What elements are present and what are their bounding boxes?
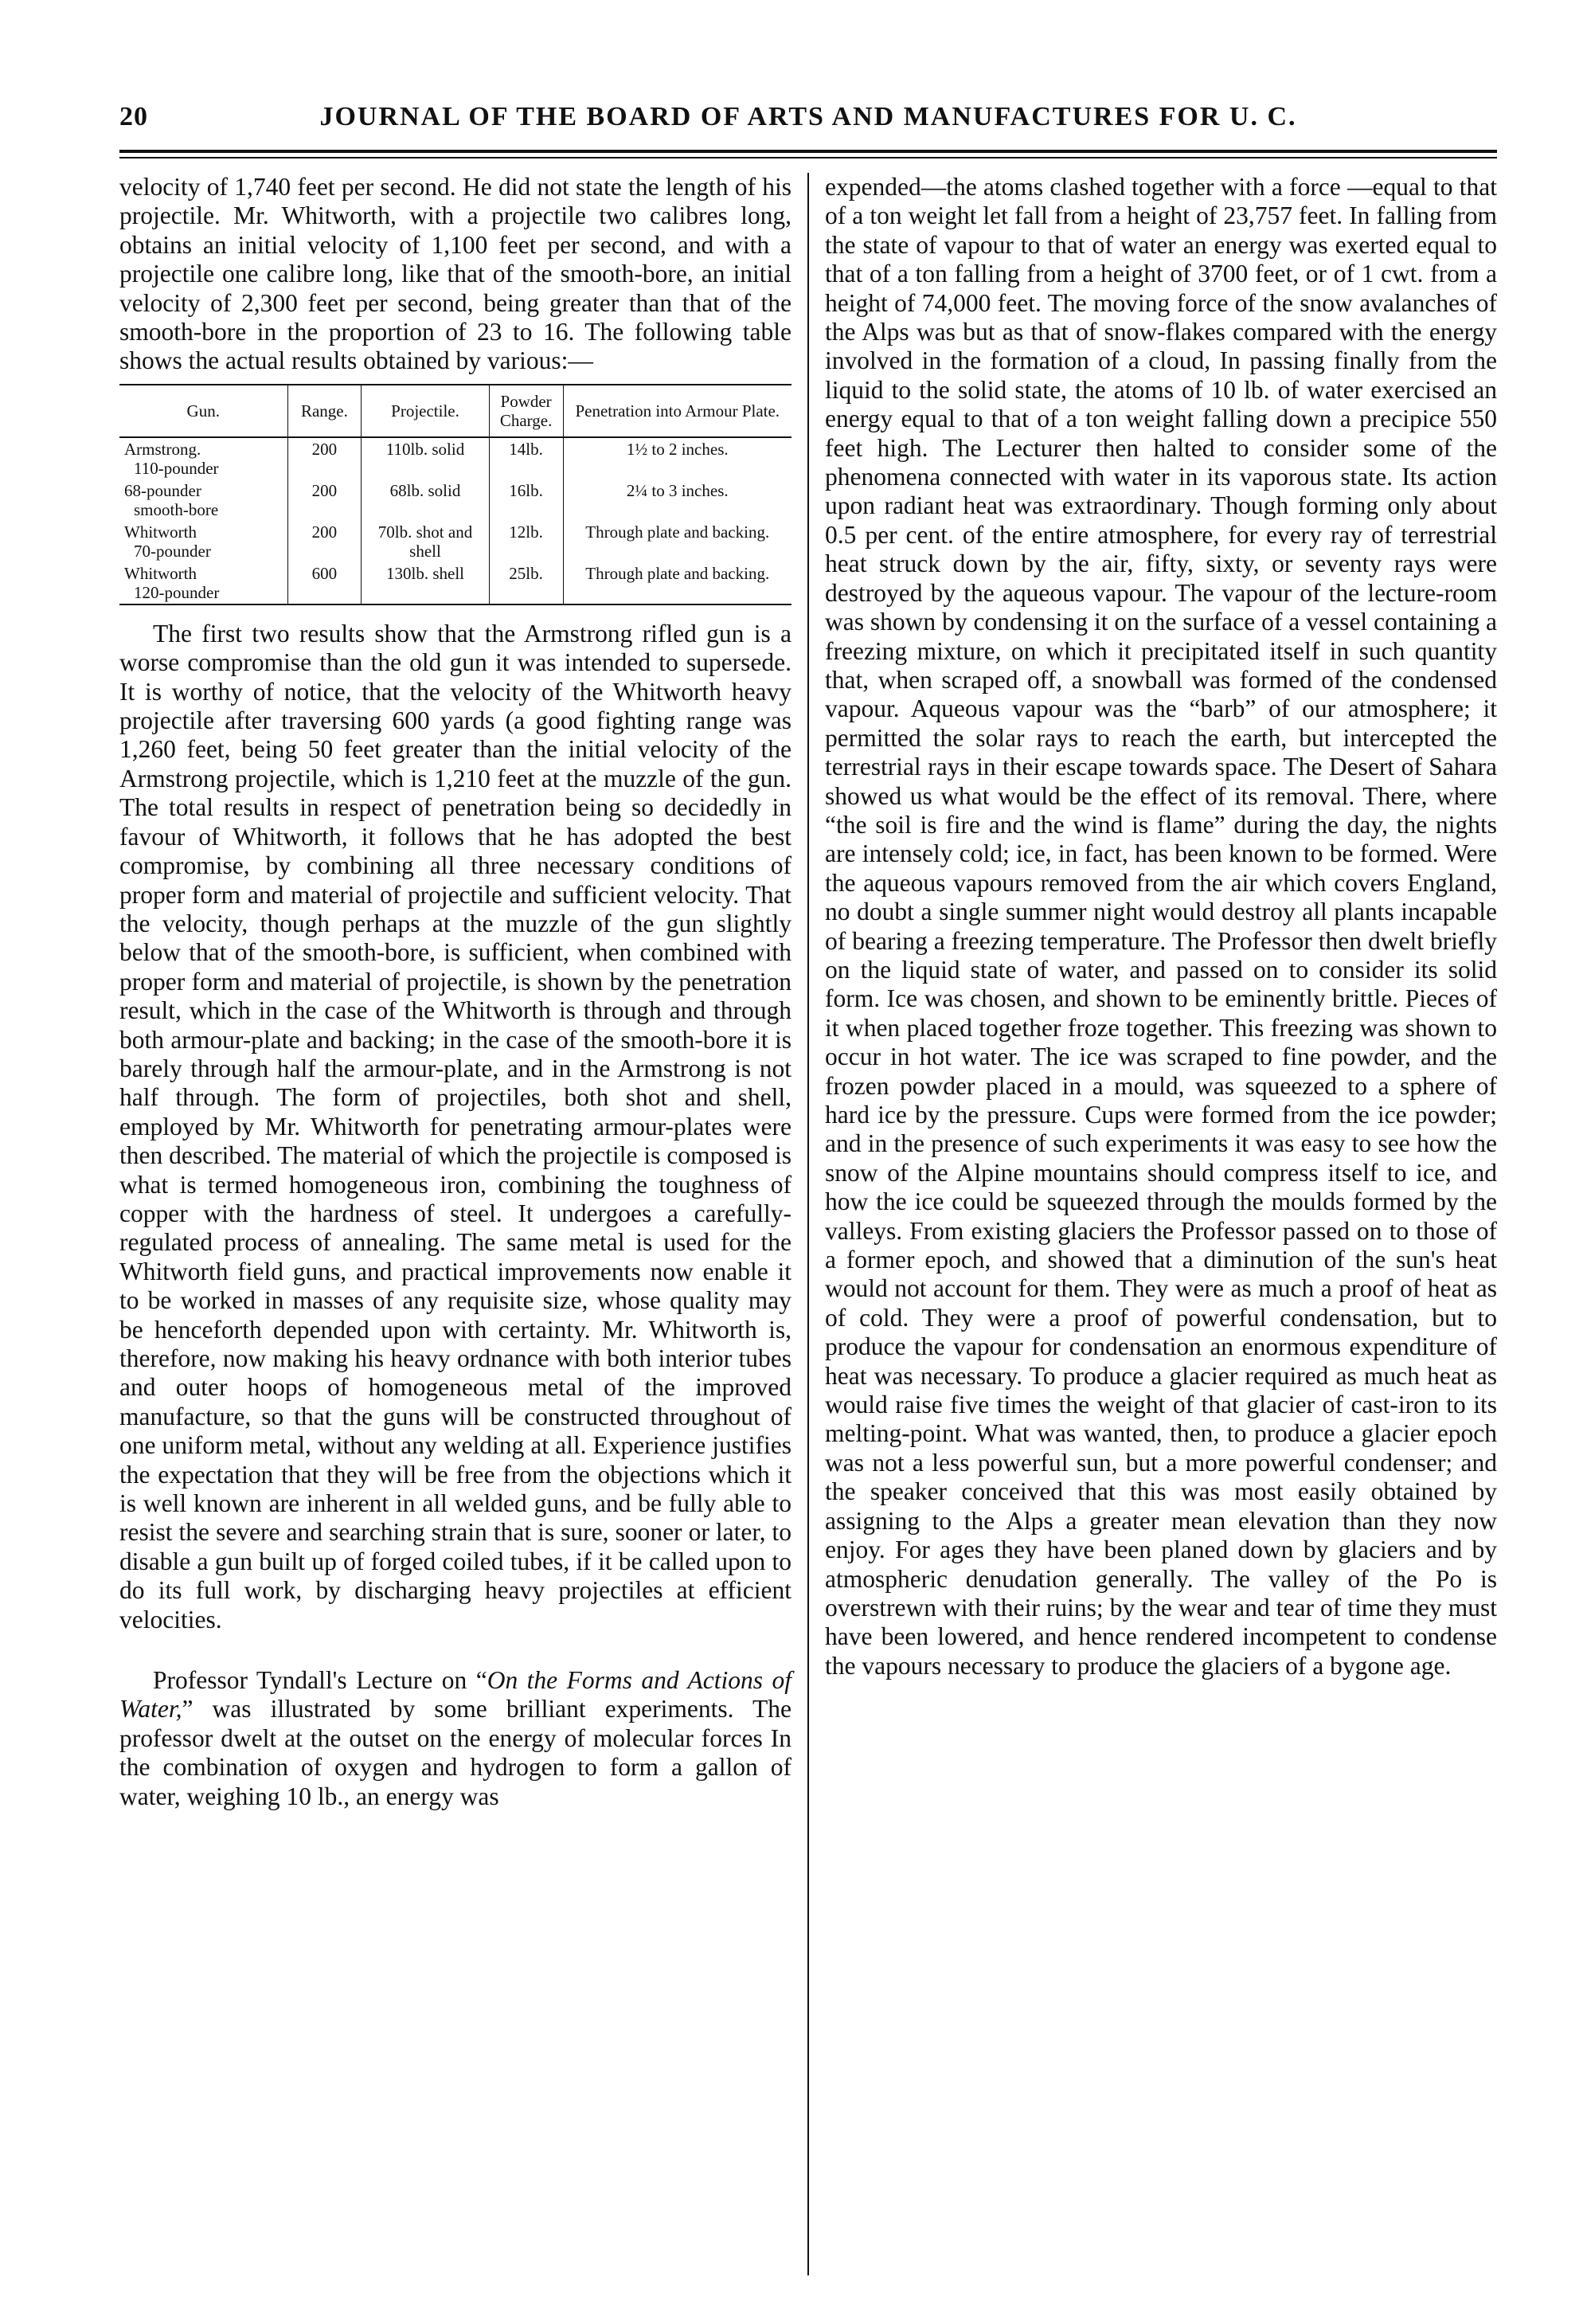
paragraph: expended—the atoms clashed together with a force —equal to that of a ton weight let fall from a height of 23,757 feet. In falling from the state of vapour to that of water an energy was exerted equal to that of a ton falling from a height of 3700 feet, or of 1 cwt. from a height of 74,000 feet. The moving force of the snow avalanches of the Alps was but as that of snow-flakes compared with the energy involved in the formation of a cloud, In passing finally from the liquid to the solid state, the atoms of 10 lb. of water exercised an energy equal to that of a ton weight falling down a precipice 550 feet high. The Lecturer then halted to consider some of the phenomena connected with water in its vaporous state. Its action upon radiant heat was extraordinary. Though forming only about 0.5 per cent. of the entire atmosphere, for every ray of terrestrial heat struck down by the air, fifty, sixty, or seventy rays were destroyed by the aqueous vapour. The vapour of the lecture-room was shown by condensing it on the surface of a vessel containing a freezing mixture, on which it precipitated itself in such quantity that, when scraped off, a snowball was formed of the condensed vapour. Aqueous vapour was the “barb” of our atmosphere; it permitted the solar rays to reach the earth, but intercepted the terrestrial rays in their escape towards space. The Desert of Sahara showed us what would be the effect of its removal. There, where “the soil is fire and the wind is flame” during the day, the nights are intensely cold; ice, in fact, has been known to be formed. Were the aqueous vapours removed from the air which covers England, no doubt a single summer night would destroy all plants incapable of bearing a freezing temperature. The Professor then dwelt briefly on the liquid state of water, and passed on to consider its solid form. Ice was chosen, and shown to be eminently brittle. Pieces of it when placed together froze together. This freezing was shown to occur in hot water. The ice was scraped to fine powder, and the frozen powder placed in a mould, was squeezed to a sphere of hard ice by the pressure. Cups were formed from the ice powder; and in the presence of such experiments it was easy to see how the snow of the Alpine mountains should compress itself to ice, and how the ice could be squeezed through the moulds formed by the valleys. From existing glaciers the Professor passed on to those of a former epoch, and showed that a diminution of the sun's heat would not account for them. They were as much a proof of heat as of cold. They were a proof of powerful condensation, but to produce the vapour for condensation an enormous expenditure of heat was necessary. To produce a glacier required as much heat as would raise five times the weight of that glacier of cast-iron to its melting-point. What was wanted, then, to produce a glacier epoch was not a less powerful sun, but a more powerful condenser; and the speaker conceived that this was most easily obtained by assigning to the Alps a greater mean elevation than they now enjoy. For ages they have been planed down by glaciers and by atmospheric denudation generally. The valley of the Po is overstrewn with their ruins; by the wear and tear of time they must have been lowered, and hence rendered incompetent to condense the vapours necessary to produce the glaciers of a bygone age. bbox=[825, 173, 1497, 1680]
table-cell: 1½ to 2 inches. bbox=[626, 439, 729, 459]
column-header: Powder Charge. bbox=[489, 385, 563, 437]
table-cell: 16lb. bbox=[489, 479, 563, 521]
table-cell: 200 bbox=[287, 479, 362, 521]
table-cell: 110lb. solid bbox=[362, 437, 489, 479]
table-cell-gun: 68-pounder smooth-bore bbox=[119, 479, 287, 521]
table-header-row bbox=[119, 385, 792, 437]
two-column-body bbox=[119, 173, 1497, 2275]
journal-title: JOURNAL OF THE BOARD OF ARTS AND MANUFACTURES FOR U. C. bbox=[319, 102, 1297, 131]
paragraph-tyndall-lecture: Professor Tyndall's Lecture on “On the Forms and Actions of Water,” was illustrated by some brilliant experiments. The professor dwelt at the outset on the energy of molecular forces In the combination of oxygen and hydrogen to form a gallon of water, weighing 10 lb., an energy was bbox=[119, 1666, 792, 1810]
header-rule bbox=[119, 150, 1497, 153]
table-cell-gun: Armstrong. 110-pounder bbox=[119, 437, 287, 479]
table-row bbox=[119, 562, 792, 604]
table-cell: 70lb. shot and shell bbox=[362, 521, 489, 562]
ordnance-results-table bbox=[119, 384, 792, 605]
paragraph: The first two results show that the Armstrong rifled gun is a worse compromise than the old gun it was intended to supersede. It is worthy of notice, that the velocity of the Whitworth heavy projectile after traversing 600 yards (a good fighting range was 1,260 feet, being 50 feet greater than the initial velocity of the Armstrong projectile, which is 1,210 feet at the muzzle of the gun. The total results in respect of penetration being so decidedly in favour of Whitworth, it follows that he has adopted the best compromise, by combining all three necessary conditions of proper form and material of projectile and sufficient velocity. That the velocity, though perhaps at the muzzle of the gun slightly below that of the smooth-bore, is sufficient, when combined with proper form and material of projectile, is shown by the penetration result, which in the case of the Whitworth is through and through both armour-plate and backing; in the case of the smooth-bore it is barely through half the armour-plate, and in the Armstrong is not half through. The form of projectiles, both shot and shell, employed by Mr. Whitworth for penetrating armour-plates were then described. The material of which the projectile is composed is what is termed homogeneous iron, combining the toughness of copper with the hardness of steel. It undergoes a carefully-regulated process of annealing. The same metal is used for the Whitworth field guns, and practical improvements now enable it to be worked in masses of any requisite size, whose quality may be henceforth depended upon with certainty. Mr. Whitworth is, therefore, now making his heavy ordnance with both interior tubes and outer hoops of homogeneous metal of the improved manufacture, so that the guns will be constructed throughout of one uniform metal, without any welding at all. Experience justifies the expectation that they will be free from the objections which it is well known are inherent in all welded guns, and be fully able to resist the severe and searching strain that is sure, sooner or later, to disable a gun built up of forged coiled tubes, if it be called upon to do its full work, by discharging heavy projectiles at efficient velocities. bbox=[119, 619, 792, 1633]
column-header: Range. bbox=[287, 385, 362, 437]
table-cell: 14lb. bbox=[489, 437, 563, 479]
table-cell: 130lb. shell bbox=[362, 562, 489, 604]
table-row bbox=[119, 479, 792, 521]
running-header bbox=[119, 102, 1497, 139]
table-cell: 12lb. bbox=[489, 521, 563, 562]
table-row bbox=[119, 521, 792, 562]
table-cell: 2¼ to 3 inches. bbox=[626, 480, 729, 500]
table-cell: 200 bbox=[287, 521, 362, 562]
table-cell: Through plate and backing. bbox=[585, 563, 770, 583]
column-header: Projectile. bbox=[362, 385, 489, 437]
page-number: 20 bbox=[119, 102, 148, 131]
table-cell-gun: Whitworth 70-pounder bbox=[119, 521, 287, 562]
table-cell: 68lb. solid bbox=[362, 479, 489, 521]
table-cell: 600 bbox=[287, 562, 362, 604]
table-cell: 200 bbox=[287, 437, 362, 479]
table-cell: Through plate and backing. bbox=[585, 522, 770, 542]
column-header: Gun. bbox=[119, 385, 287, 437]
column-header: Penetration into Armour Plate. bbox=[563, 385, 792, 437]
paragraph: velocity of 1,740 feet per second. He did not state the length of his projectile. Mr. Whitworth, with a projectile two calibres long, obtains an initial velocity of 1,100 feet per second, and with a projectile one calibre long, like that of the smooth-bore, an initial velocity of 2,300 feet per second, being greater than that of the smooth-bore in the proportion of 23 to 16. The following table shows the actual results obtained by various:— bbox=[119, 173, 792, 375]
journal-page bbox=[119, 102, 1497, 2275]
table-row bbox=[119, 437, 792, 479]
table-cell-gun: Whitworth 120-pounder bbox=[119, 562, 287, 604]
right-column bbox=[809, 173, 1497, 2275]
table-cell: 25lb. bbox=[489, 562, 563, 604]
lecture-title: On the Forms and Actions of Water, bbox=[119, 1666, 792, 1723]
header-rule-thin bbox=[119, 157, 1497, 158]
left-column bbox=[119, 173, 807, 2275]
